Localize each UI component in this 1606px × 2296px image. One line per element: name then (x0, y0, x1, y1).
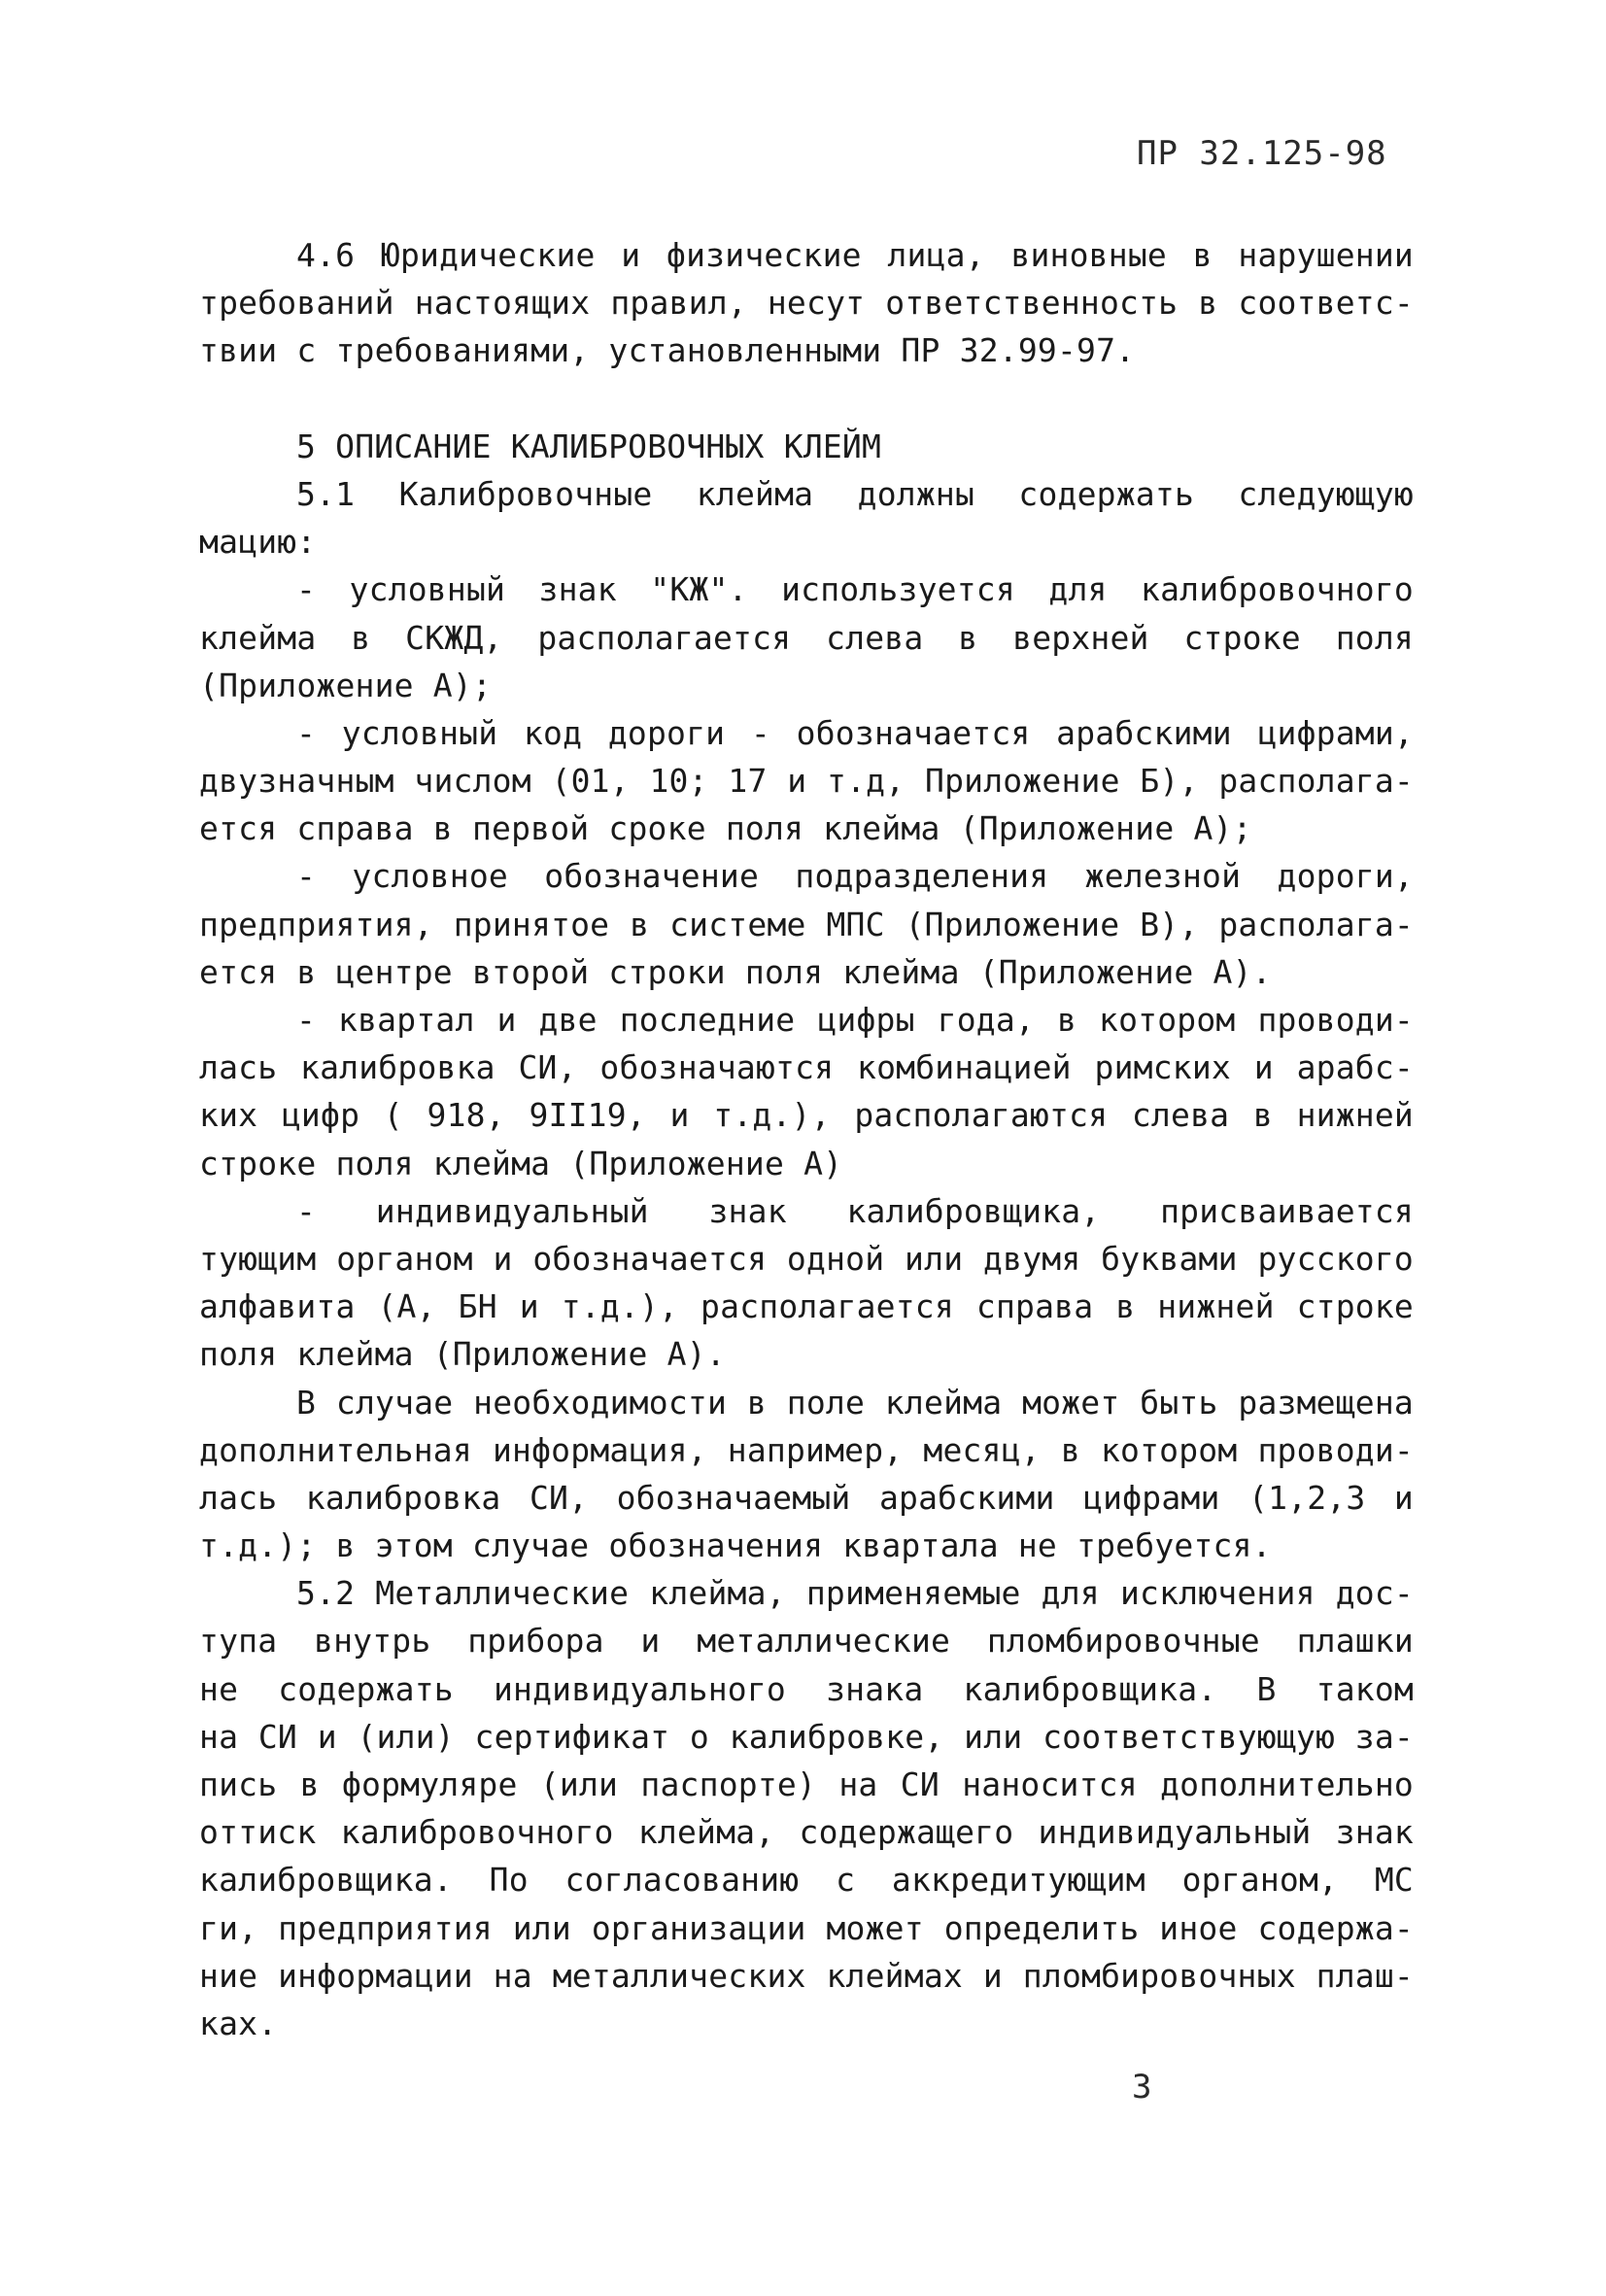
text-line: алфавита (А, БН и т.д.), располагается справа в нижней строке (199, 1287, 1414, 1326)
page-number: 3 (1132, 2068, 1152, 2107)
text-line: (Приложение А); (199, 666, 493, 704)
text-line: 5.2 Металлические клейма, применяемые для исключения дос- (296, 1574, 1414, 1613)
document-code: ПР 32.125-98 (1137, 134, 1387, 173)
text-line: поля клейма (Приложение А). (199, 1335, 726, 1374)
text-line: твии с требованиями, установленными ПР 32.99-97. (199, 331, 1136, 370)
section-heading: 5 ОПИСАНИЕ КАЛИБРОВОЧНЫХ КЛЕЙМ (296, 427, 882, 465)
blank-line (199, 375, 1414, 423)
text-line: ется в центре второй строки поля клейма (Приложение А). (199, 952, 1272, 991)
text-line: В случае необходимости в поле клейма может быть размещена (296, 1383, 1414, 1422)
text-line: т.д.); в этом случае обозначения квартала не требуется. (199, 1526, 1272, 1565)
text-line: требований настоящих правил, несут ответственность в соответс- (199, 284, 1414, 323)
text-line: предприятия, принятое в системе МПС (Приложение В), располага- (199, 905, 1414, 943)
document-body (199, 231, 1414, 2047)
text-line: 4.6 Юридические и физические лица, виновные в нарушении (296, 236, 1414, 274)
text-line: - условный знак "КЖ". используется для калибровочного (296, 570, 1414, 609)
text-line: ках. (199, 2004, 278, 2042)
text-line: ние информации на металлических клеймах и пломбировочных плаш- (199, 1956, 1414, 1995)
text-line: ги, предприятия или организации может определить иное содержа- (199, 1908, 1414, 1947)
text-line: лась калибровка СИ, обозначаются комбинацией римских и арабс- (199, 1048, 1414, 1087)
text-line: - квартал и две последние цифры года, в котором проводи- (296, 1001, 1414, 1039)
text-line: строке поля клейма (Приложение А) (199, 1144, 843, 1182)
text-line: 5.1 Калибровочные клейма должны содержать следующую (296, 474, 1414, 513)
text-line: ких цифр ( 918, 9II19, и т.д.), располагаются слева в нижней (199, 1096, 1414, 1135)
text-line: мацию: (199, 523, 317, 562)
text-line: на СИ и (или) сертификат о калибровке, или соответствующую за- (199, 1717, 1414, 1756)
text-line: оттиск калибровочного клейма, содержащего индивидуальный знак (199, 1813, 1414, 1852)
text-line: тующим органом и обозначается одной или двумя буквами русского (199, 1239, 1414, 1278)
text-line: дополнительная информация, например, месяц, в котором проводи- (199, 1430, 1414, 1469)
text-line: двузначным числом (01, 10; 17 и т.д, Приложение Б), располага- (199, 762, 1414, 801)
text-line: ется справа в первой сроке поля клейма (Приложение А); (199, 809, 1252, 848)
text-line: тупа внутрь прибора и металлические пломбировочные плашки (199, 1622, 1414, 1661)
text-line: - условное обозначение подразделения железной дороги, (296, 857, 1414, 896)
text-line: - условный код дороги - обозначается арабскими цифрами, (296, 713, 1414, 752)
text-line: пись в формуляре (или паспорте) на СИ наносится дополнительно (199, 1765, 1414, 1803)
text-line: лась калибровка СИ, обозначаемый арабскими цифрами (1,2,3 и (199, 1478, 1414, 1517)
text-line: клейма в СКЖД, располагается слева в верхней строке поля (199, 618, 1414, 657)
text-line: не содержать индивидуального знака калибровщика. В таком (199, 1669, 1414, 1708)
text-line: - индивидуальный знак калибровщика, присваивается (296, 1191, 1414, 1230)
text-line: калибровщика. По согласованию с аккредитующим органом, МС (199, 1861, 1414, 1900)
